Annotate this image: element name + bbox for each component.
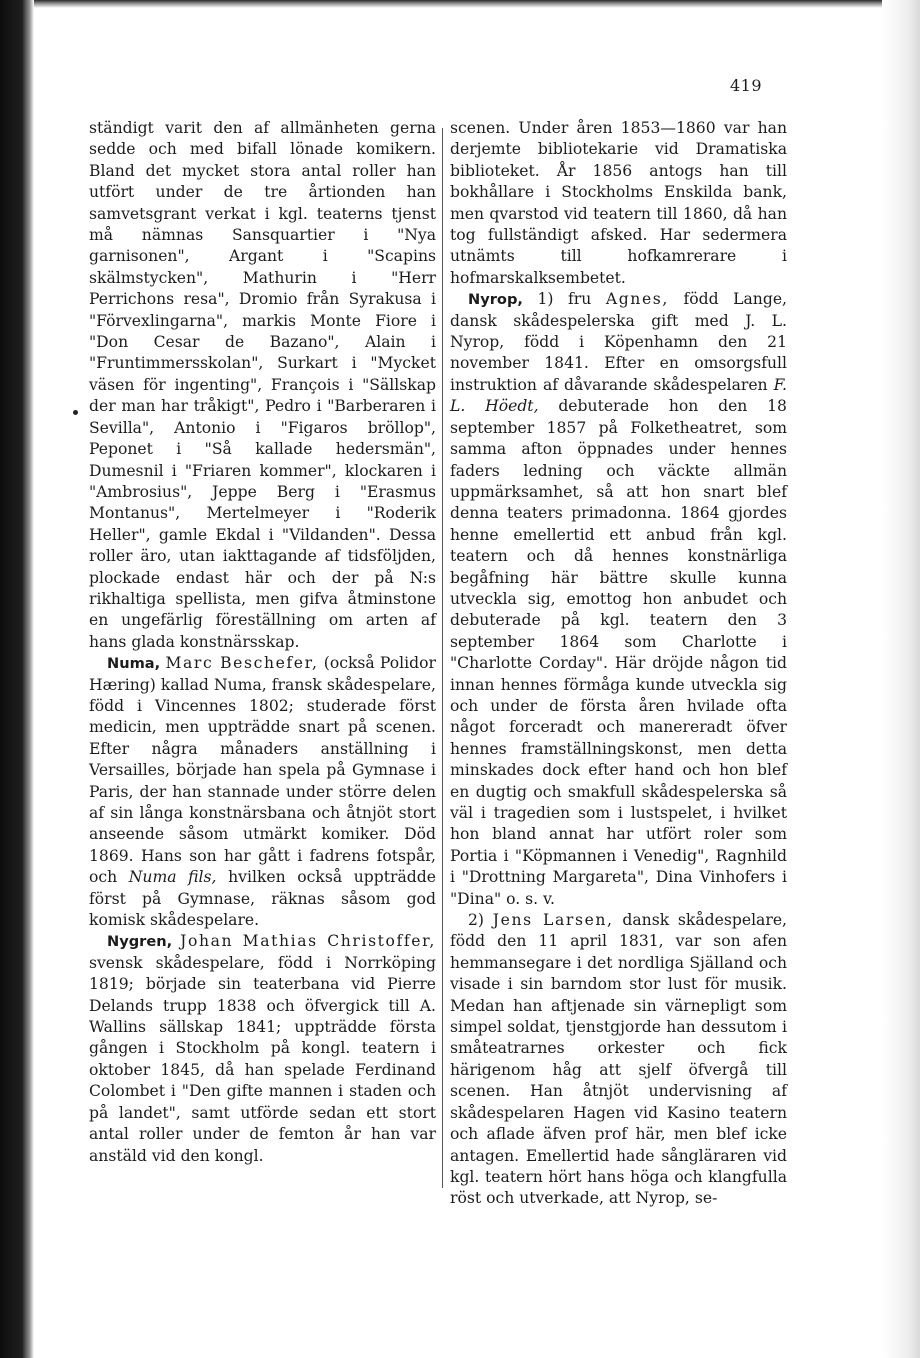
entry-nygren <box>89 931 436 1166</box>
entry-italic-numa-fils: Numa fils, <box>128 868 217 887</box>
right-column <box>450 118 787 1210</box>
entry-head-numa: Numa, <box>107 655 161 673</box>
scan-edge-right <box>882 0 920 1358</box>
entry-text-numa-2: hvilken också uppträdde först på Gymnase, räknas såsom god komisk skådespelare. <box>89 868 436 930</box>
left-column <box>89 118 436 1167</box>
entry-name-nygren: Johan Mathias Christoffer, <box>180 932 436 951</box>
entry-name-numa: Marc Beschefer, <box>165 654 319 673</box>
entry-text-nygren: svensk skådespelare, född i Norrköping 1819; började sin teaterbana vid Pierre Delands trupp 1838 och öfvergick till A. Wallins sällskap 1841; uppträdde första gången i Stockholm på kongl. teatern i oktober 1845, då han spelade Ferdinand Colombet i "Den gifte mannen i staden och på landet", samt utförde sedan ett stort antal roller under de femton år han var anstäld vid den kongl. <box>89 953 436 1165</box>
page-number: 419 <box>730 76 763 95</box>
entry-prefix-nyrop-1: 1) fru <box>537 290 592 309</box>
scan-edge-left <box>0 0 34 1358</box>
entry-text-jens: dansk skådespelare, född den 11 april 1831, var son afen hemmansegare i det nordliga Själland och visade i sin barndom stor lust för musik. Medan han aftjenade sin värnepligt som simpel soldat, tjenstgjorde han dessutom i småteatrarnes orkester och fick härigenom håg att sjelf öfvergå till scenen. Han åtnjöt undervisning af skådespelaren Hagen vid Kasino teatern och aflade äfven prof här, men blef icke antagen. Emellertid hade sångläraren vid kgl. teatern hört hans höga och klangfulla röst och utverkade, att Nyrop, se- <box>450 911 787 1208</box>
entry-head-nyrop: Nyrop, <box>468 291 523 309</box>
entry-nyrop-agnes <box>450 289 787 910</box>
entry-continuation-right: scenen. Under åren 1853—1860 var han derjemte bibliotekarie vid Dramatiska biblioteket. År 1856 antogs han till bokhållare i Stockholms Enskilda bank, men qvarstod vid teatern till 1860, då han tog fullständigt afsked. Har sedermera utnämts till hofkamrerare i hofmarskalksembetet. <box>450 119 787 287</box>
entry-continuation-left: ständigt varit den af allmänheten gerna sedde och med bifall lönade komikern. Bland det mycket stora antal roller han utfört under de tre årtionden han samvetsgrant verkat i kgl. teaterns tjenst må nämnas Sansquartier i "Nya garnisonen", Argant i "Scapins skälmstycken", Mathurin i "Herr Perrichons resa", Dromio från Syrakusa i "Förvexlingarna", markis Monte Fiore i "Don Cesar de Bazano", Alain i "Fruntimmersskolan", Surkart i "Mycket väsen för ingenting", François i "Sällskap der man har tråkigt", Pedro i "Barberaren i Sevilla", Antonio i "Figaros bröllop", Peponet i "Så kallade hedersmän", Dumesnil i "Friaren kommer", klockaren i "Ambrosius", Jeppe Berg i "Erasmus Montanus", Mertelmeyer i "Roderik Heller", gamle Ekdal i "Vildanden". Dessa roller äro, utan iakttagande af tidsföljden, plockade endast här och der på N:s rikhaltiga spellista, men gifva åtminstone en ungefärlig föreställning om arten af hans glada konstnärsskap. <box>89 119 436 651</box>
entry-name-jens: Jens Larsen, <box>492 911 614 930</box>
entry-text-numa-1: (också Polidor Hæring) kallad Numa, fransk skådespelare, född i Vincennes 1802; studerade först medicin, men uppträdde snart på scenen. Efter några månaders anställning i Versailles, började han spela på Gymnase i Paris, der han stannade under större delen af sin långa konstnärsbana och åtnjöt stort anseende såsom utmärkt komiker. Död 1869. Hans son har gått i fadrens fotspår, och <box>89 654 436 887</box>
scan-edge-top <box>0 0 920 8</box>
entry-nyrop-jens <box>450 910 787 1210</box>
entry-name-agnes: Agnes, <box>605 290 669 309</box>
entry-numa <box>89 653 436 931</box>
entry-prefix-nyrop-2: 2) <box>468 911 485 930</box>
entry-italic-hoedt: F. L. Höedt, <box>450 375 787 416</box>
entry-text-agnes-2: debuterade hon den 18 september 1857 på Folketheatret, som samma afton öppnades under hennes faders ledning och väckte allmän uppmärksamhet, så att hon snart blef denna teaters primadonna. 1864 gjordes henne emellertid ett anbud från kgl. teatern och då hennes konstnärliga begåfning här bättre skulle kunna utveckla sig, emottog hon anbudet och debuterade på kgl. teatern den 3 september 1864 som Charlotte i "Charlotte Corday". Här dröjde någon tid innan hennes förmåga kunde utveckla sig och under de första åren hvilade ofta något forceradt och manereradt öfver hennes framställningskonst, men detta minskades dock efter hand och hon blef en dugtig och smakfull skådespelerska så väl i tragedien som i lustspelet, i hvilket hon bland annat har utfört roler som Portia i "Köpmannen i Venedig", Ragnhild i "Drottning Margareta", Dina Vinhofers i "Dina" o. s. v. <box>450 397 787 908</box>
margin-mark <box>73 410 78 415</box>
entry-head-nygren: Nygren, <box>107 933 173 951</box>
column-divider <box>442 128 443 1188</box>
entry-text-agnes-1: född Lange, dansk skådespelerska gift med J. L. Nyrop, född i Köpenhamn den 21 november 1841. Efter en omsorgsfull instruktion af dåvarande skådespelaren <box>450 290 788 394</box>
